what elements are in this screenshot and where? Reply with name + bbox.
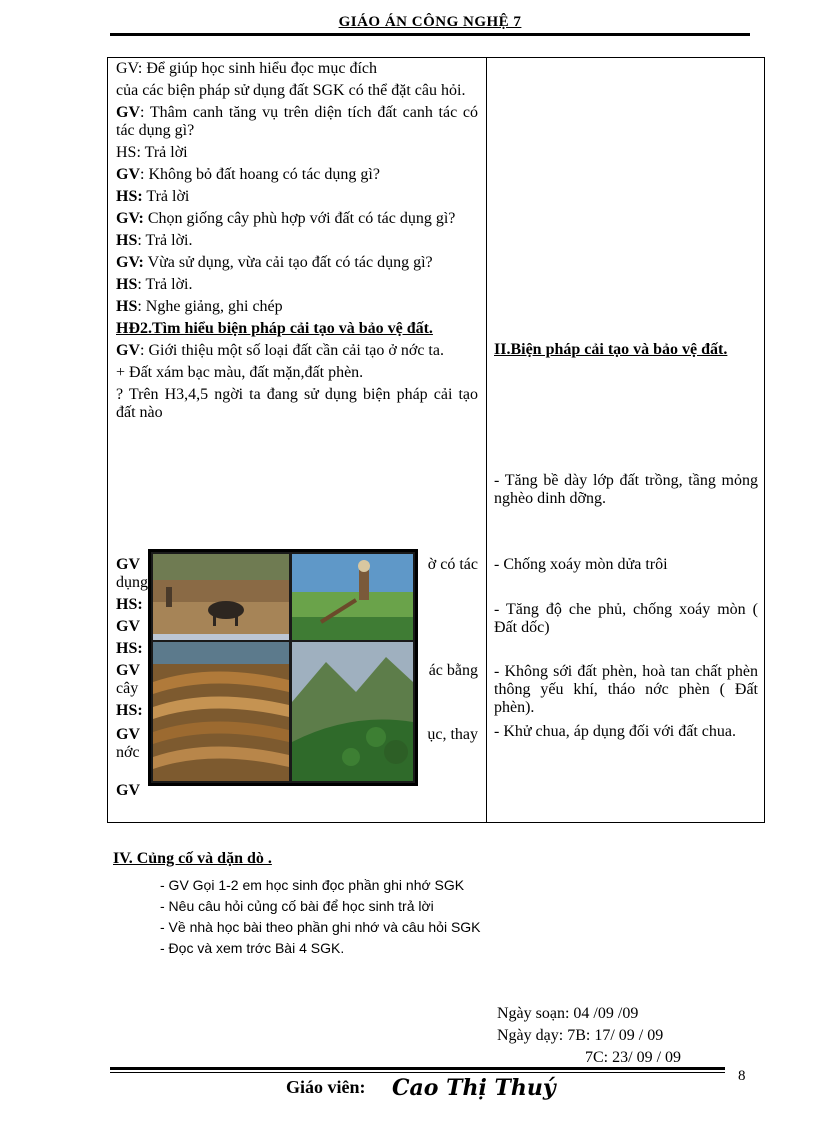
- column-divider: [486, 58, 487, 822]
- review-item: - Về nhà học bài theo phần ghi nhớ và câu hỏi SGK: [160, 919, 481, 935]
- teacher-student-activities: [116, 60, 478, 426]
- activity-line: HS: Trả lời.: [116, 276, 193, 293]
- activity-line: GV: Giới thiệu một số loại đất cần cải tạo ở nớc ta.: [116, 342, 444, 359]
- activity-fragment: cây: [116, 680, 139, 697]
- section-4-title: IV. Củng cố và dặn dò .: [113, 850, 272, 867]
- measure-item: - Tăng độ che phủ, chống xoáy mòn ( Đất dốc): [494, 601, 758, 636]
- photo-farmer-planting: [292, 554, 413, 640]
- activity-line: GV: Không bỏ đất hoang có tác dụng gì?: [116, 166, 380, 183]
- document-header: GIÁO ÁN CÔNG NGHỆ 7: [338, 14, 522, 30]
- measure-item: - Tăng bề dày lớp đất trồng, tầng mỏng nghèo dinh dỡng.: [494, 472, 758, 507]
- activity-line: GV: Thâm canh tăng vụ trên diện tích đất canh tác có tác dụng gì?: [116, 104, 478, 139]
- lesson-dates: [497, 1003, 681, 1069]
- photo-plowing-buffalo: [153, 554, 289, 640]
- section-2-heading: II.Biện pháp cải tạo và bảo vệ đất.: [494, 341, 728, 358]
- activity-fragment: GV: [116, 618, 140, 635]
- activity-fragment: ác bằng: [428, 662, 478, 679]
- measure-item: - Khử chua, áp dụng đối với đất chua.: [494, 723, 736, 740]
- activity-line: ? Trên H3,4,5 ngời ta đang sử dụng biện pháp cải tạo đất nào: [116, 386, 478, 421]
- activity-fragment: dụng: [116, 574, 148, 591]
- activity-fragment: GV: [116, 726, 140, 743]
- activity-fragment: nớc: [116, 744, 140, 761]
- activity-fragment: ờ có tác: [427, 556, 478, 573]
- activity-line: + Đất xám bạc màu, đất mặn,đất phèn.: [116, 364, 364, 381]
- activity-fragment: HS:: [116, 702, 143, 719]
- page-number: 8: [738, 1068, 746, 1084]
- activity-line: GV: Chọn giống cây phù hợp với đất có tác dụng gì?: [116, 210, 456, 227]
- activity-fragment: ục, thay: [427, 726, 478, 743]
- teach-date-7c: 7C: 23/ 09 / 09: [585, 1049, 682, 1066]
- photo-collage: [151, 552, 415, 783]
- measure-item: - Chống xoáy mòn dửa trôi: [494, 556, 668, 573]
- activity-fragment: GV: [116, 782, 140, 799]
- teacher-label: Giáo viên:: [286, 1077, 366, 1097]
- teacher-name: Cao Thị Thuý: [392, 1075, 556, 1101]
- review-item: - Nêu câu hỏi củng cố bài để học sinh trả lời: [160, 898, 434, 914]
- review-item: - Đọc và xem trớc Bài 4 SGK.: [160, 940, 345, 956]
- soil-improvement-photo: [148, 549, 418, 786]
- activity-2-heading: HĐ2.Tìm hiểu biện pháp cải tạo và bảo vệ đất.: [116, 320, 433, 337]
- activity-fragment: HS:: [116, 640, 143, 657]
- activity-line: HS: Trả lời: [116, 144, 188, 161]
- activity-line: của các biện pháp sử dụng đất SGK có thể đặt câu hỏi.: [116, 82, 466, 99]
- activity-line: GV: Để giúp học sinh hiểu đọc mục đích: [116, 60, 377, 77]
- activity-fragment: HS:: [116, 596, 143, 613]
- activity-line: HS: Nghe giảng, ghi chép: [116, 298, 283, 315]
- prepare-date: Ngày soạn: 04 /09 /09: [497, 1005, 639, 1022]
- photo-forest-hillside: [292, 642, 413, 781]
- review-list: [160, 875, 481, 959]
- review-item: - GV Gọi 1-2 em học sinh đọc phần ghi nhớ SGK: [160, 877, 465, 893]
- photo-terraced-fields: [153, 642, 289, 781]
- footer-rule: [110, 1072, 725, 1073]
- footer-rule: [110, 1067, 725, 1070]
- activity-line: HS: Trả lời: [116, 188, 190, 205]
- activity-fragment: GV: [116, 662, 140, 679]
- header-rule: [110, 33, 750, 36]
- measure-item: - Không sới đất phèn, hoà tan chất phèn thông yếu khí, tháo nớc phèn ( Đất phèn).: [494, 663, 758, 716]
- activity-line: GV: Vừa sử dụng, vừa cải tạo đất có tác dụng gì?: [116, 254, 433, 271]
- teach-date-7b: Ngày dạy: 7B: 17/ 09 / 09: [497, 1027, 664, 1044]
- activity-fragment: GV: [116, 556, 140, 573]
- activity-line: HS: Trả lời.: [116, 232, 193, 249]
